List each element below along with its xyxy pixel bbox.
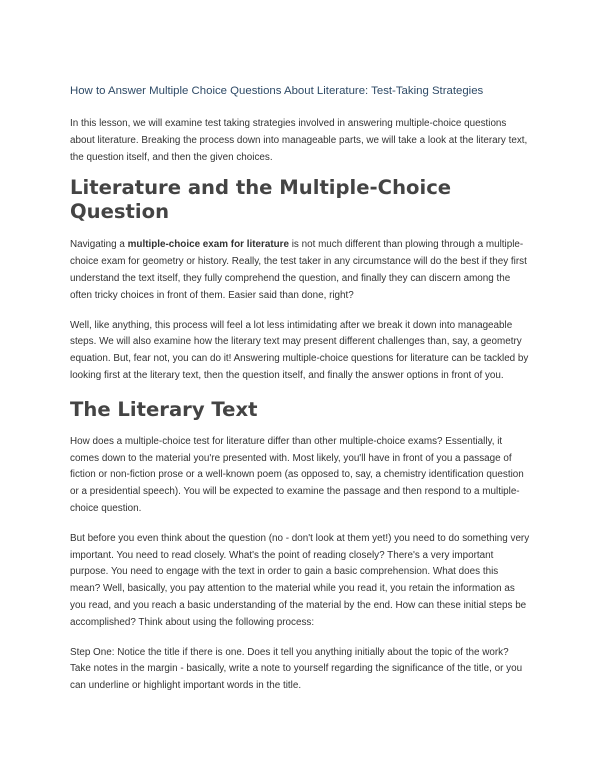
document-title: How to Answer Multiple Choice Questions About Literature: Test-Taking Strategies (70, 85, 484, 97)
text-run: Navigating a (70, 239, 128, 251)
section1-paragraph-1 (70, 237, 530, 304)
bold-phrase: multiple-choice exam for literature (127, 239, 289, 251)
section2-paragraph-3: Step One: Notice the title if there is one. Does it tell you anything initially about the topic of the work? Take notes in the margin - basically, write a note to yourself regarding the significance of the title, or you can underline or highlight important words in the title. (70, 646, 523, 692)
section-heading-literary-text: The Literary Text (70, 397, 258, 421)
intro-paragraph: In this lesson, we will examine test taking strategies involved in answering multiple-choice questions about literature. Breaking the process down into manageable parts, we will take a look at the literary text, the question itself, and then the given choices. (70, 118, 528, 163)
section-heading-literature: Literature and the Multiple-Choice Question (70, 176, 452, 224)
section1-paragraph-2: Well, like anything, this process will feel a lot less intimidating after we break it down into manageable steps. We will also examine how the literary text may present different challenges than, say, a geometry equation. But, fear not, you can do it! Answering multiple-choice questions for literature can be tackled by looking first at the literary text, then the question itself, and finally the answer options in front of you. (70, 319, 529, 381)
section2-paragraph-2: But before you even think about the question (no - don't look at them yet!) you need to do something very important. You need to read closely. What's the point of reading closely? There's a very important purpose. You need to engage with the text in order to gain a basic comprehension. What does this mean? Well, basically, you pay attention to the material while you read it, you retain the information as you read, and you reach a basic understanding of the material by the end. How can these initial steps be accomplished? Think about using the following process: (70, 532, 530, 628)
section2-paragraph-1: How does a multiple-choice test for literature differ than other multiple-choice exams? Essentially, it comes down to the material you're presented with. Most likely, you'll have in front of you a passage of fiction or non-fiction prose or a well-known poem (as opposed to, say, a chemistry identification question or a presidential speech). You will be expected to examine the passage and then respond to a multiple-choice question. (70, 435, 524, 514)
text-run: is not much different than plowing through a multiple-choice exam for geometry or history. Really, the test taker in any circumstance will do the best if they first understand the text itself, they fully comprehend the question, and finally they can discern among the often tricky choices in front of them. Easier said than done, right? (70, 239, 527, 301)
